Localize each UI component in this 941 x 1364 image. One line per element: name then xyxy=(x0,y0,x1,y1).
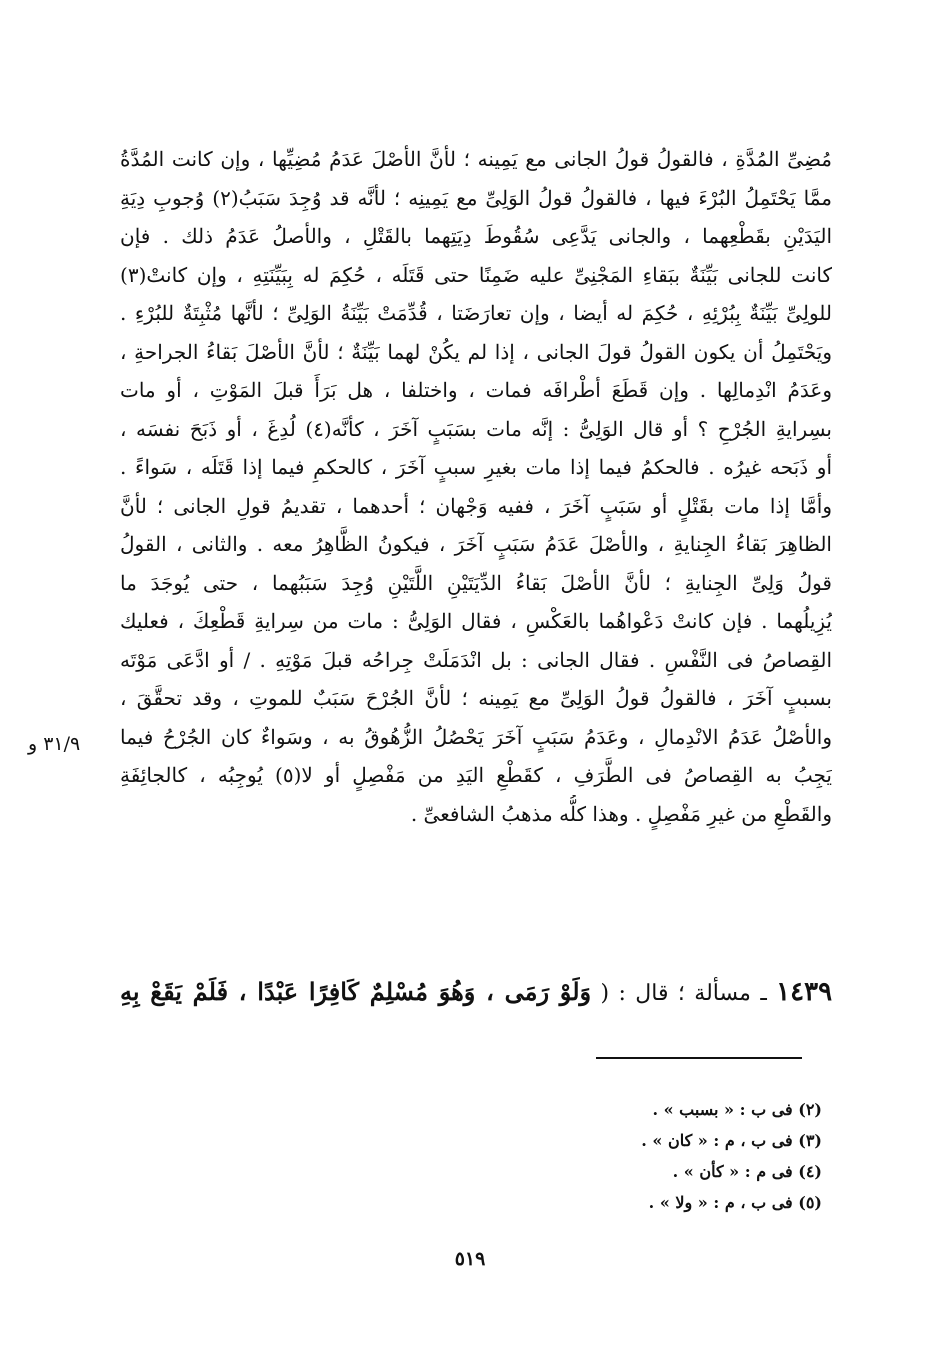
body-line: يَجِبُ به القِصاصُ فى الطَّرَفِ ، كقَطْعِ اليَدِ من مَفْصِلٍ أو لا(٥) يُوجِبُه ، كالجائِفَةِ xyxy=(120,763,832,787)
footnotes xyxy=(560,1094,822,1218)
body-line: اليَدَيْنِ بقَطْعِهما ، والجانى يَدَّعِى سُقُوطَ دِيَتِهما بالقَتْلِ ، والأصلُ عَدَمُ ذلك . فإن xyxy=(120,224,832,248)
body-line: كانت للجانى بَيِّنَةٌ ببَقاءِ المَجْنِىِّ عليه ضَمِنًا حتى قَتَلَه ، حُكِمَ له بِبَيِّنَتِهِ ، وإن كانتْ(٣) xyxy=(120,262,832,287)
body-line: للولِىِّ بَيِّنَةٌ بِبُرْئِهِ ، حُكِمَ له أيضا ، وإن تعارَضَتا ، قُدِّمَتْ بَيِّنَةُ الوَلِىِّ ؛ لأنَّها مُثْبِتَةٌ للبُرْءِ . xyxy=(120,301,832,325)
footnote: (٣) فى ب ، م : « كان » . xyxy=(641,1131,822,1150)
body-line: مُضِىِّ المُدَّةِ ، فالقولُ قولُ الجانى مع يَمِينه ؛ لأنَّ الأصْلَ عَدَمُ مُضِيِّها ، وإن كانت المُدَّةُ xyxy=(120,147,832,171)
body-line: بسببٍ آخَرَ ، فالقولُ قولُ الوَلِىِّ مع يَمِينه ؛ لأنَّ الجُرْحَ سَبَبٌ للموتِ ، وقد تحقَّقَ ، xyxy=(120,686,832,710)
footnote: (٢) فى ب : « بسبب » . xyxy=(652,1100,822,1119)
masala-heading xyxy=(120,970,832,1016)
footnote: (٥) فى ب ، م : « ولا » . xyxy=(648,1193,822,1212)
masala-number: ١٤٣٩ xyxy=(776,977,832,1007)
body-line: ممَّا يَحْتَمِلُ البُرْءَ فيها ، فالقولُ قولُ الوَلِىِّ مع يَمِينِه ؛ لأنَّه قد وُجِدَ سَبَبُ(٢) وُجوبِ دِيَةِ xyxy=(120,185,832,210)
page-number: ٥١٩ xyxy=(454,1248,486,1270)
footnote-separator xyxy=(596,1057,802,1059)
body-line: وأمَّا إذا مات بقَتْلٍ أو سَبَبٍ آخَرَ ، ففيه وَجْهان ؛ أحدهما ، تقديمُ قولِ الجانى ؛ لأنَّ xyxy=(120,493,832,518)
masala-lead: مسألة ؛ قال : ( xyxy=(600,981,751,1006)
body-line: والأصْلُ عَدَمُ الانْدِمالِ ، وعَدَمُ سَبَبٍ آخَرَ يَحْصُلُ الزُّهُوقُ به ، وسَواءٌ كان الجُرْحُ فيما xyxy=(120,724,832,749)
masala-dash: ـ xyxy=(760,981,767,1006)
body-line: القِصاصُ فى النَّفْسِ . فقال الجانى : بل انْدَمَلَتْ جِراحُه قبلَ مَوْتِهِ . / أو ادَّعَى مَوْتَه xyxy=(120,647,832,672)
masala-quote: وَلَوْ رَمَى ، وَهُوَ مُسْلِمٌ كَافِرًا عَبْدًا ، فَلَمْ يَقَعْ بِهِ xyxy=(120,977,592,1006)
manuscript-folio-note: ٣١/٩ و xyxy=(28,733,81,755)
footnote: (٤) فى م : « كأن » . xyxy=(672,1162,822,1181)
body-text xyxy=(120,140,832,833)
body-line: ويَحْتَمِلُ أن يكون القولُ قولَ الجانى ، إذا لم يكُنْ لهما بَيِّنَةٌ ؛ لأنَّ الأصْلَ بَقاءُ الجراحةِ ، xyxy=(120,339,832,364)
body-line: أو ذَبَحه غيرُه . فالحكمُ فيما إذا مات بغيرِ سببٍ آخَرَ ، كالحكمِ فيما إذا قَتَلَه ، سَواءً . xyxy=(120,455,832,479)
body-line: الظاهِرَ بَقاءُ الجِنايةِ ، والأصْلَ عَدَمُ سَبَبٍ آخَرَ ، فيكونُ الظَّاهِرُ معه . والثانى ، القولُ xyxy=(120,532,832,556)
body-line: بسِرايةِ الجُرْحِ ؟ أو قال الوَلِىُّ : إنَّه مات بسَبَبٍ آخَرَ ، كأنَّه(٤) لُدِغَ ، أو ذَبَحَ نفسَه ، xyxy=(120,416,832,441)
body-line: والقَطْعِ من غيرِ مَفْصِلٍ . وهذا كلُّه مذهبُ الشافعىِّ . xyxy=(410,801,832,826)
body-line: قولُ وَلِىِّ الجِنايةِ ؛ لأنَّ الأصْلَ بَقاءُ الدِّيَتَيْنِ اللَّتَيْنِ وُجِدَ سَبَبُهما ، حتى يُوجَدَ ما xyxy=(120,570,832,595)
body-line: يُزِيلُهما . فإن كانتْ دَعْواهُما بالعَكْسِ ، فقال الوَلِىُّ : مات من سِرايةِ قَطْعِكَ ، فعليك xyxy=(120,609,832,633)
body-line: وعَدَمُ انْدِمالِها . وإن قَطَعَ أطْرافَه فمات ، واختلفا ، هل بَرَأَ قبلَ المَوْتِ ، أو مات xyxy=(120,378,832,402)
